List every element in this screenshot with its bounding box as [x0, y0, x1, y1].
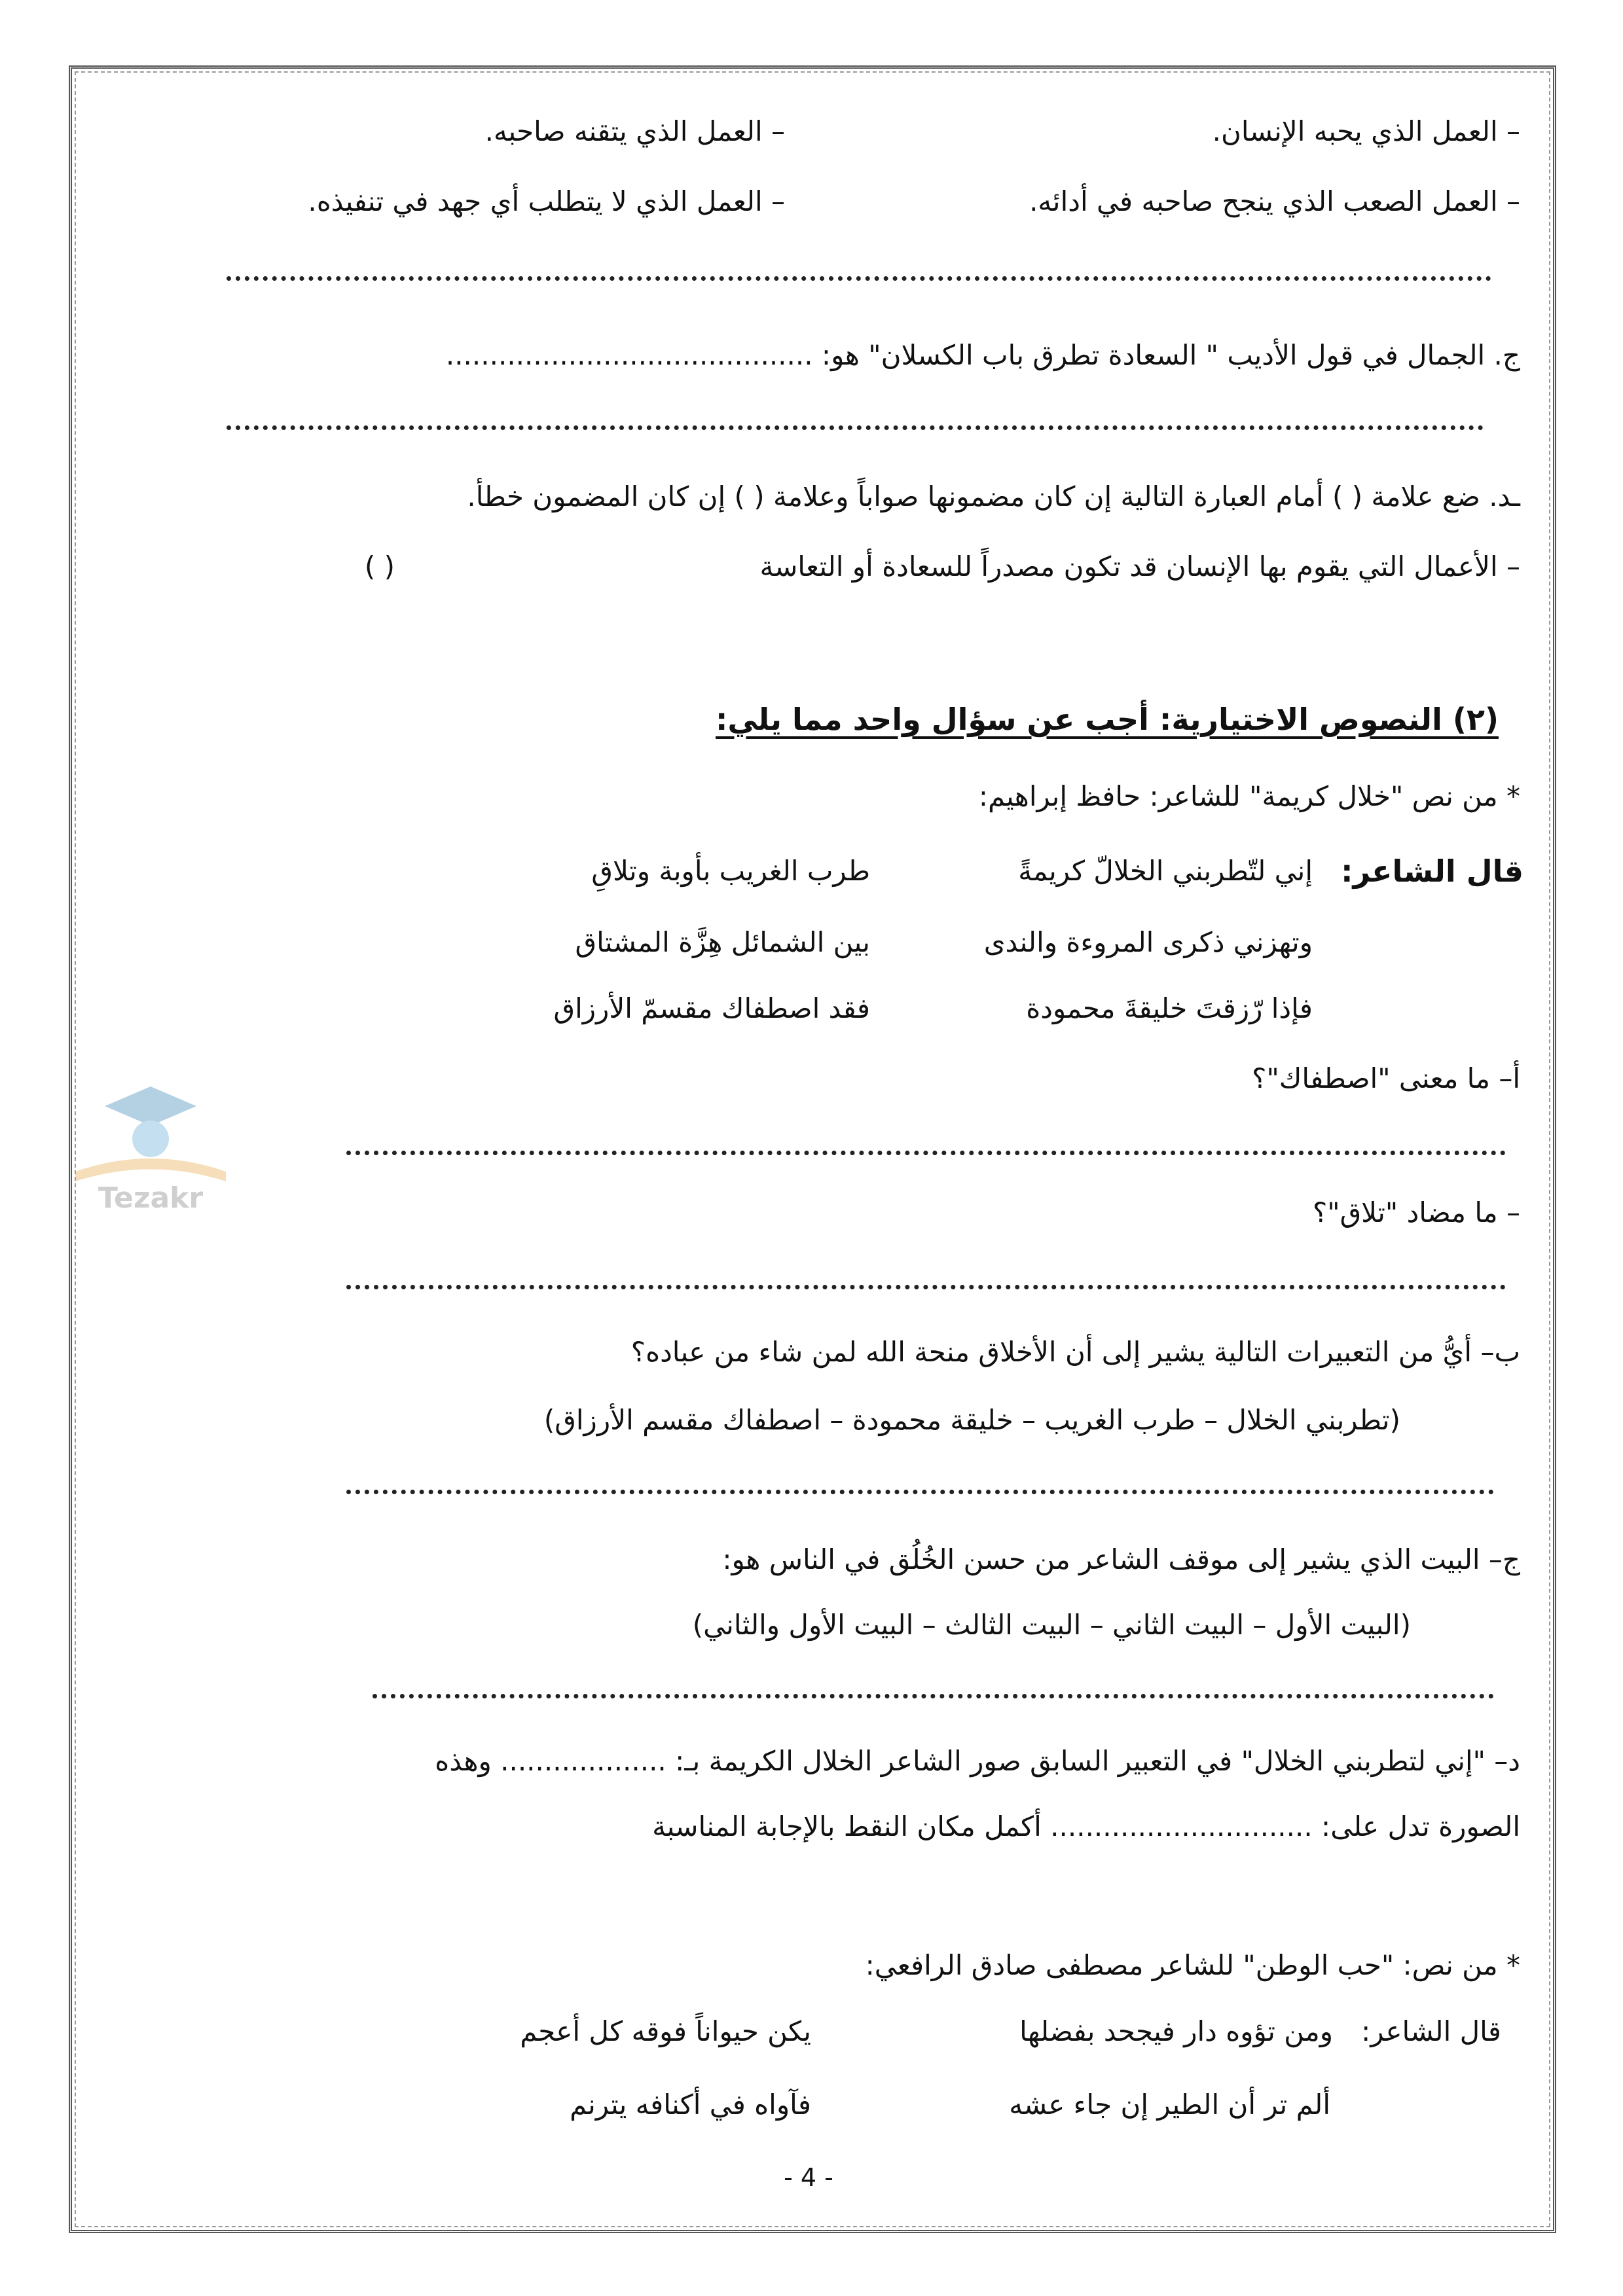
true-false-statement: – الأعمال التي يقوم بها الإنسان قد تكون مصدراً للسعادة أو التعاسة	[759, 550, 1520, 583]
option-loved-work: – العمل الذي يحبه الإنسان.	[1212, 115, 1520, 147]
svg-text:Tezakr: Tezakr	[98, 1181, 204, 1215]
verse-2-second: بين الشمائل هِزَّة المشتاق	[575, 926, 870, 958]
question-j2-options: (البيت الأول – البيت الثاني – البيت الثالث – البيت الأول والثاني)	[692, 1609, 1411, 1641]
option-hard-work: – العمل الصعب الذي ينجح صاحبه في أدائه.	[1029, 185, 1520, 217]
option-effortless-work: – العمل الذي لا يتطلب أي جهد في تنفيذه.	[308, 185, 785, 217]
answer-line[interactable]	[346, 1280, 1506, 1289]
text2-verse-2-second: فآواه في أكنافه يترنم	[570, 2089, 811, 2121]
watermark-logo	[56, 1080, 246, 1217]
text2-verse-2-first: ألم تر أن الطير إن جاء عشه	[1009, 2089, 1330, 2121]
verse-3-second: فقد اصطفاك مقسمّ الأرزاق	[553, 992, 870, 1024]
question-a2: – ما مضاد "تلاق"؟	[1312, 1196, 1520, 1229]
verse-3-first: فإذا رّزقتَ خليقةَ محمودة	[1026, 992, 1313, 1024]
question-d2-line1: د– "إني لتطربني الخلال" في التعبير السابق صور الشاعر الخلال الكريمة بـ: ................... وهذه	[435, 1745, 1520, 1777]
answer-line[interactable]	[346, 1145, 1506, 1155]
answer-line[interactable]	[373, 1689, 1494, 1698]
text1-intro: * من نص "خلال كريمة" للشاعر: حافظ إبراهيم:	[978, 780, 1520, 812]
verse-2-first: وتهزني ذكرى المروءة والندى	[983, 926, 1313, 958]
verse-1-second: طرب الغريب بأوبة وتلاقِ	[591, 855, 870, 887]
question-b-options: (تطربني الخلال – طرب الغريب – خليقة محمودة – اصطفاك مقسم الأرزاق)	[543, 1404, 1400, 1436]
question-d2-line2: الصورة تدل على: .............................. أكمل مكان النقط بالإجابة المناسبة	[652, 1810, 1520, 1842]
answer-line[interactable]	[346, 1484, 1494, 1494]
page-number: - 4 -	[784, 2163, 833, 2192]
option-mastered-work: – العمل الذي يتقنه صاحبه.	[484, 115, 785, 147]
answer-line[interactable]	[227, 420, 1484, 430]
text2-speaker: قال الشاعر:	[1361, 2015, 1501, 2047]
question-b: ب– أيُّ من التعبيرات التالية يشير إلى أن الأخلاق منحة الله لمن شاء من عباده؟	[630, 1336, 1520, 1368]
question-j2: ج– البيت الذي يشير إلى موقف الشاعر من حسن الخُلُق في الناس هو:	[722, 1543, 1520, 1575]
section-heading: (٢) النصوص الاختيارية: أجب عن سؤال واحد مما يلي:	[715, 702, 1499, 737]
text2-verse-1-second: يكن حيواناً فوقه كل أعجم	[520, 2015, 811, 2047]
text2-intro: * من نص: "حب الوطن" للشاعر مصطفى صادق الرافعي:	[865, 1949, 1520, 1981]
question-j: ج. الجمال في قول الأديب " السعادة تطرق باب الكسلان" هو: ..........................................	[445, 339, 1520, 371]
true-false-answer-box[interactable]: ( )	[364, 550, 395, 583]
text2-verse-1-first: ومن تؤوه دار فيجحد بفضلها	[1019, 2015, 1333, 2047]
question-a: أ– ما معنى "اصطفاك"؟	[1252, 1062, 1520, 1094]
text1-speaker: قال الشاعر:	[1341, 853, 1523, 889]
question-d: ـد. ضع علامة ( ) أمام العبارة التالية إن كان مضمونها صواباً وعلامة ( ) إن كان المضمون خطأ.	[467, 480, 1520, 512]
answer-line[interactable]	[227, 271, 1491, 281]
verse-1-first: إني لتّطربني الخلالّ كريمةً	[1018, 855, 1313, 887]
